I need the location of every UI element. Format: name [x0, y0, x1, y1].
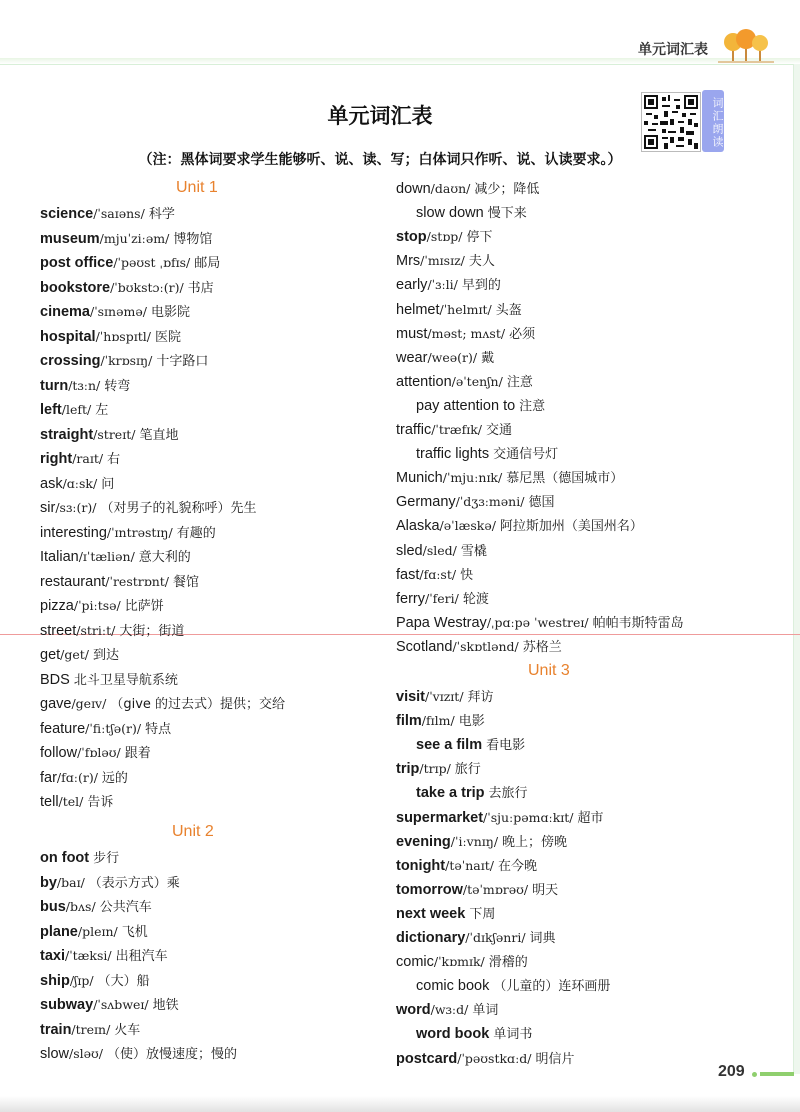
- vocab-phonetic: /mjuˈziːəm/: [99, 230, 170, 246]
- vocab-phonetic: /daʊn/: [430, 181, 471, 196]
- vocab-meaning: 看电影: [486, 738, 526, 754]
- vocab-meaning: 德国: [528, 495, 555, 511]
- vocab-word: word book: [416, 1026, 490, 1043]
- vocab-entry: [396, 952, 528, 972]
- vocab-word: hospital: [40, 328, 96, 345]
- vocab-entry: [396, 808, 604, 828]
- vocab-meaning: 餐馆: [173, 574, 200, 590]
- vocab-entry: [40, 645, 119, 665]
- vocab-meaning: 旅行: [454, 762, 481, 778]
- vocab-word: straight: [40, 426, 94, 443]
- vocab-word: interesting: [40, 524, 107, 541]
- vocab-entry: [396, 904, 495, 924]
- vocab-word: plane: [40, 923, 78, 940]
- vocab-phonetic: /ˈrestrɒnt/: [105, 573, 170, 589]
- vocab-word: sled: [396, 542, 423, 559]
- vocab-entry: [40, 995, 179, 1015]
- vocab-word: must: [396, 325, 428, 342]
- vocab-word: wear: [396, 349, 428, 366]
- vocab-entry: [396, 275, 501, 295]
- vocab-meaning: 明信片: [535, 1051, 575, 1067]
- vocabulary-note: （注：黑体词要求学生能够听、说、读、写；白体词只作听、说、认读要求。）: [138, 152, 622, 168]
- vocab-phonetic: /ˈtræfɪk/: [431, 422, 483, 437]
- vocab-word: right: [40, 451, 73, 467]
- vocab-entry: [40, 327, 181, 347]
- vocab-entry: [40, 547, 191, 567]
- qr-label-tab[interactable]: 词汇朗读: [702, 90, 724, 152]
- vocab-word: traffic lights: [416, 446, 490, 463]
- vocab-meaning: 出租汽车: [115, 949, 168, 964]
- vocab-word: fast: [396, 566, 420, 583]
- vocab-entry: [396, 687, 494, 707]
- vocab-phonetic: /bʌs/: [65, 899, 96, 914]
- vocab-meaning: 电影院: [150, 305, 190, 320]
- vocab-word: Mrs: [396, 253, 421, 270]
- vocab-word: tomorrow: [396, 881, 463, 898]
- vocab-meaning: 必须: [509, 326, 536, 342]
- vocab-word: feature: [40, 720, 86, 737]
- vocab-word: slow: [40, 1046, 70, 1062]
- vocab-entry: [396, 711, 485, 731]
- vocab-phonetic: /ˈmɪsɪz/: [420, 253, 465, 269]
- vocab-meaning: 早到的: [461, 278, 501, 294]
- vocab-word: traffic: [396, 422, 432, 438]
- vocab-entry: [40, 621, 184, 641]
- vocab-meaning: 有趣的: [176, 525, 216, 541]
- vocab-meaning: （give 的过去式）提供；交给: [110, 697, 286, 712]
- vocab-entry: [396, 613, 684, 633]
- vocab-meaning: 在今晚: [497, 858, 537, 874]
- vocab-word: comic book: [416, 978, 490, 995]
- vocab-word: science: [40, 206, 94, 222]
- vocab-word: left: [40, 402, 62, 418]
- vocab-phonetic: /baɪ/: [56, 874, 85, 890]
- vocab-word: bus: [40, 899, 66, 915]
- vocab-word: Alaska: [396, 518, 440, 535]
- vocab-meaning: 晚上；傍晚: [502, 834, 568, 850]
- vocab-word: post office: [40, 255, 114, 271]
- vocab-phonetic: /geɪv/: [71, 696, 107, 711]
- vocab-meaning: 慕尼黑（德国城市）: [506, 471, 624, 487]
- vocab-entry: [396, 565, 473, 585]
- page-number-bar: [760, 1072, 794, 1076]
- vocab-entry: [40, 719, 171, 739]
- vocab-word: tonight: [396, 857, 446, 874]
- vocab-entry: [40, 278, 214, 298]
- vocab-phonetic: /ɑːsk/: [62, 475, 98, 491]
- vocab-meaning: 拜访: [467, 690, 494, 705]
- vocab-word: taxi: [40, 948, 65, 964]
- vocab-entry: [396, 1000, 498, 1020]
- vocab-entry: [40, 946, 168, 966]
- vocab-phonetic: /əˈtenʃn/: [451, 373, 503, 389]
- vocab-meaning: 步行: [93, 851, 120, 866]
- vocab-phonetic: /fɑː(r)/: [56, 769, 98, 785]
- vocab-word: subway: [40, 997, 94, 1013]
- vocab-phonetic: /ˈsjuːpəmɑːkɪt/: [483, 809, 574, 825]
- vocab-word: Papa Westray: [396, 614, 487, 631]
- vocab-meaning: 电影: [458, 714, 485, 730]
- vocab-meaning: 问: [101, 476, 115, 492]
- vocab-entry: [40, 922, 148, 942]
- vocab-entry: [40, 425, 178, 445]
- header-title: 单元词汇表: [638, 42, 708, 58]
- vocab-entry: [396, 300, 522, 320]
- vocab-word: street: [40, 622, 77, 639]
- vocab-entry: [396, 928, 556, 948]
- vocab-phonetic: /get/: [60, 647, 90, 662]
- vocab-entry: [396, 251, 495, 271]
- vocab-phonetic: /ˈtæksi/: [65, 948, 112, 963]
- vocab-meaning: 夫人: [468, 254, 495, 270]
- vocab-word: pizza: [40, 598, 74, 614]
- vocab-word: postcard: [396, 1050, 458, 1067]
- vocab-meaning: 火车: [114, 1022, 141, 1038]
- vocab-word: visit: [396, 689, 426, 705]
- unit-3-heading: Unit 3: [528, 662, 570, 679]
- vocab-word: follow: [40, 745, 78, 761]
- vocab-phonetic: /ˌpɑːpə ˈwestreɪ/: [486, 614, 589, 630]
- vocab-word: by: [40, 874, 57, 891]
- vocab-entry: [396, 444, 558, 464]
- vocab-entry: [40, 229, 212, 249]
- vocab-phonetic: /ˈmjuːnɪk/: [442, 470, 503, 486]
- vocab-meaning: 慢下来: [487, 206, 527, 222]
- vocab-entry: [40, 848, 119, 868]
- vocab-meaning: 阿拉斯加州（美国州名）: [499, 519, 643, 535]
- vocab-word: cinema: [40, 304, 90, 320]
- vocab-meaning: 北斗卫星导航系统: [73, 672, 178, 688]
- vocab-word: dictionary: [396, 930, 466, 946]
- vocab-phonetic: /ˈsaɪəns/: [93, 206, 145, 221]
- vocab-word: next week: [396, 905, 466, 922]
- vocab-word: tell: [40, 794, 59, 810]
- vocab-entry: [396, 227, 493, 247]
- vocab-meaning: 转弯: [104, 378, 131, 394]
- vocab-entry: [396, 637, 562, 657]
- vocab-entry: [396, 856, 537, 876]
- vocab-word: take a trip: [416, 785, 485, 802]
- vocab-entry: [396, 1024, 532, 1044]
- vocab-phonetic: /ˈbʊkstɔː(r)/: [110, 279, 184, 295]
- vocab-word: helmet: [396, 301, 440, 318]
- vocab-phonetic: /ˈsɪnəmə/: [89, 304, 147, 319]
- unit-2-heading: Unit 2: [172, 823, 214, 840]
- vocab-meaning: 特点: [145, 721, 172, 737]
- vocab-phonetic: /ˈpəʊst ˌɒfɪs/: [113, 255, 191, 270]
- vocab-meaning: 大街；街道: [119, 623, 185, 639]
- vocab-entry: [396, 735, 525, 755]
- vocab-phonetic: /ˈskɒtlənd/: [452, 638, 519, 654]
- header-divider: [0, 64, 800, 65]
- vocab-entry: [396, 420, 512, 440]
- vocab-phonetic: /təˈmɒrəʊ/: [462, 881, 529, 897]
- vocab-phonetic: /ˈhelmɪt/: [439, 301, 492, 317]
- vocab-word: see a film: [416, 737, 483, 754]
- vocab-phonetic: /wɜːd/: [430, 1002, 469, 1018]
- page-number-dot: [752, 1072, 757, 1077]
- vocab-entry: [396, 516, 643, 536]
- vocab-meaning: 笔直地: [139, 427, 179, 443]
- vocab-word: gave: [40, 696, 72, 712]
- vocab-word: BDS: [40, 671, 70, 688]
- vocab-phonetic: /əˈlæskə/: [439, 518, 496, 534]
- vocab-entry: [40, 694, 285, 714]
- vocab-meaning: 右: [107, 452, 121, 467]
- vocab-meaning: 滑稽的: [488, 955, 528, 971]
- vocab-entry: [40, 204, 175, 224]
- vocab-phonetic: /ˈkɒmɪk/: [433, 954, 485, 970]
- vocab-word: restaurant: [40, 573, 106, 590]
- vocab-entry: [40, 743, 151, 763]
- vocab-word: crossing: [40, 353, 101, 369]
- vocab-meaning: 飞机: [121, 924, 148, 940]
- vocab-word: word: [396, 1002, 431, 1019]
- vocab-entry: [40, 400, 108, 420]
- vocab-entry: [396, 1049, 575, 1069]
- vocab-phonetic: /ˈvɪzɪt/: [425, 689, 464, 704]
- vocab-meaning: 远的: [101, 770, 128, 786]
- vocab-meaning: 注意: [506, 374, 533, 390]
- vocab-phonetic: /fɑːst/: [419, 566, 457, 582]
- vocab-phonetic: /sləʊ/: [69, 1046, 103, 1061]
- vocab-phonetic: /ˈɪntrəstɪŋ/: [106, 524, 173, 540]
- vocab-phonetic: /ˈsʌbweɪ/: [93, 997, 149, 1012]
- vocab-entry: [396, 832, 567, 852]
- vocab-phonetic: /ˈpəʊstkɑːd/: [457, 1050, 532, 1066]
- vocab-phonetic: /treɪn/: [71, 1021, 111, 1037]
- vocab-meaning: 注意: [519, 398, 546, 414]
- vocab-entry: [40, 596, 164, 616]
- vocab-entry: [396, 396, 545, 416]
- vocab-entry: [40, 1020, 140, 1040]
- vocab-word: far: [40, 769, 57, 786]
- vocab-entry: [40, 897, 152, 917]
- vocab-meaning: 快: [460, 567, 474, 583]
- vocab-entry: [40, 971, 150, 991]
- vocab-word: supermarket: [396, 809, 484, 826]
- vocab-entry: [40, 351, 208, 371]
- vocab-meaning: 去旅行: [488, 786, 528, 802]
- vocab-meaning: 左: [95, 403, 109, 418]
- vocab-word: sir: [40, 500, 56, 516]
- vocab-word: train: [40, 1021, 72, 1038]
- vocab-word: stop: [396, 229, 427, 246]
- vocab-phonetic: /ˈkrɒsɪŋ/: [100, 353, 153, 368]
- vocab-word: turn: [40, 377, 69, 394]
- vocab-meaning: （大）船: [97, 973, 150, 989]
- vocab-meaning: 帕帕韦斯特雷岛: [592, 615, 684, 631]
- vocab-word: ship: [40, 972, 70, 989]
- vocab-entry: [396, 783, 528, 803]
- vocab-word: Germany: [396, 494, 456, 511]
- vocab-meaning: 交通信号灯: [493, 447, 559, 463]
- vocab-entry: [396, 468, 623, 488]
- vocab-phonetic: /ˈferi/: [425, 590, 459, 606]
- vocab-word: museum: [40, 230, 100, 247]
- vocab-meaning: 交通: [486, 423, 513, 438]
- vocab-meaning: 告诉: [87, 795, 114, 810]
- vocab-word: on foot: [40, 850, 90, 866]
- vocab-entry: [396, 589, 489, 609]
- vocab-phonetic: /ˈdʒɜːməni/: [455, 494, 525, 510]
- vocab-meaning: 超市: [577, 810, 604, 826]
- vocab-word: pay attention to: [416, 397, 516, 414]
- vocab-phonetic: /trɪp/: [419, 761, 451, 777]
- vocab-meaning: 下周: [469, 906, 496, 922]
- vocab-phonetic: /fɪlm/: [421, 713, 455, 729]
- vocab-meaning: 单词: [472, 1003, 499, 1019]
- vocab-phonetic: /təˈnaɪt/: [445, 857, 494, 873]
- vocab-meaning: （对男子的礼貌称呼）先生: [100, 501, 257, 516]
- vocab-phonetic: /ˈhɒspɪtl/: [95, 328, 151, 344]
- unit-1-heading: Unit 1: [176, 179, 218, 196]
- vocab-entry: [396, 203, 527, 223]
- qr-code-icon[interactable]: [641, 92, 701, 152]
- vocab-meaning: 科学: [148, 207, 175, 222]
- vocab-word: Munich: [396, 470, 443, 487]
- vocab-meaning: 轮渡: [462, 591, 489, 607]
- vocab-word: slow down: [416, 205, 484, 222]
- vocab-meaning: （使）放慢速度；慢的: [107, 1047, 238, 1062]
- vocab-phonetic: /weə(r)/: [427, 349, 478, 365]
- vocab-word: early: [396, 277, 428, 294]
- vocab-meaning: 比萨饼: [124, 599, 164, 614]
- vocab-phonetic: /məst; mʌst/: [427, 325, 506, 341]
- vocab-phonetic: /ɪˈtæliən/: [78, 549, 135, 564]
- vocab-phonetic: /sled/: [422, 542, 457, 558]
- vocab-meaning: 明天: [532, 882, 559, 898]
- vocab-entry: [396, 372, 533, 392]
- vocab-phonetic: /stɒp/: [426, 229, 463, 245]
- vocab-word: ask: [40, 475, 63, 492]
- vocab-word: ferry: [396, 590, 425, 607]
- vocab-phonetic: /ˈdɪkʃənri/: [465, 930, 526, 945]
- vocab-phonetic: /raɪt/: [72, 451, 104, 466]
- vocab-meaning: 邮局: [194, 256, 221, 271]
- vocab-meaning: 意大利的: [138, 550, 191, 565]
- vocab-phonetic: /left/: [61, 402, 92, 417]
- vocab-entry: [40, 498, 256, 518]
- vocab-entry: [40, 302, 190, 322]
- vocab-entry: [40, 768, 128, 788]
- vocab-word: evening: [396, 833, 451, 850]
- vocab-entry: [40, 670, 178, 690]
- vocab-phonetic: /striːt/: [76, 622, 116, 638]
- vocab-meaning: 跟着: [124, 746, 151, 761]
- vocab-phonetic: /sɜː(r)/: [55, 500, 97, 515]
- vocab-meaning: 十字路口: [156, 354, 209, 369]
- vocab-meaning: （表示方式）乘: [88, 875, 180, 891]
- vocab-entry: [396, 179, 539, 199]
- vocab-meaning: 词典: [529, 931, 556, 946]
- vocab-phonetic: /ˈpiːtsə/: [73, 598, 121, 613]
- vocab-word: down: [396, 181, 431, 197]
- vocab-meaning: 到达: [93, 648, 120, 663]
- vocab-meaning: 雪橇: [460, 543, 487, 559]
- vocab-entry: [396, 880, 558, 900]
- vocab-word: trip: [396, 761, 420, 778]
- vocab-entry: [40, 449, 120, 469]
- vocab-entry: [40, 1044, 237, 1064]
- vocab-phonetic: /tɜːn/: [68, 377, 101, 393]
- vocab-entry: [40, 376, 130, 396]
- vocab-entry: [40, 253, 220, 273]
- vocab-entry: [396, 324, 535, 344]
- vocab-entry: [396, 348, 494, 368]
- vocab-phonetic: /ˈfɒləʊ/: [77, 745, 121, 760]
- vocab-entry: [396, 976, 610, 996]
- vocab-entry: [396, 759, 481, 779]
- vocab-phonetic: /pleɪn/: [77, 923, 118, 939]
- vocab-meaning: 头盔: [495, 302, 522, 318]
- vocab-word: bookstore: [40, 279, 111, 296]
- vocab-meaning: 公共汽车: [99, 900, 152, 915]
- vocab-meaning: 博物馆: [173, 231, 213, 247]
- vocab-phonetic: /ˈɜːli/: [427, 277, 458, 293]
- vocab-entry: [40, 873, 180, 893]
- page-title: 单元词汇表: [327, 104, 433, 128]
- vocab-meaning: 书店: [187, 280, 214, 296]
- tree-icon: [718, 28, 774, 64]
- vocab-meaning: 单词书: [493, 1027, 533, 1043]
- page-bottom-shadow: [0, 1096, 800, 1112]
- vocab-word: comic: [396, 954, 434, 971]
- vocab-meaning: 停下: [466, 230, 493, 246]
- vocab-entry: [396, 492, 554, 512]
- vocab-phonetic: /ʃɪp/: [69, 972, 94, 988]
- vocab-entry: [40, 572, 199, 592]
- vocab-word: film: [396, 713, 422, 730]
- vocab-word: Scotland: [396, 638, 453, 655]
- vocab-meaning: 地铁: [152, 998, 179, 1013]
- vocab-meaning: 医院: [154, 329, 181, 345]
- vocab-phonetic: /ˈiːvnɪŋ/: [450, 833, 499, 849]
- vocab-meaning: 戴: [481, 350, 495, 366]
- vocab-meaning: 苏格兰: [522, 639, 562, 655]
- vocab-entry: [396, 541, 487, 561]
- vocab-entry: [40, 474, 114, 494]
- vocab-meaning: 减少；降低: [474, 182, 540, 197]
- vocab-entry: [40, 523, 216, 543]
- vocab-phonetic: /streɪt/: [93, 426, 136, 442]
- vocab-meaning: （儿童的）连环画册: [493, 979, 611, 995]
- vocab-entry: [40, 792, 113, 812]
- vocab-word: Italian: [40, 549, 79, 565]
- vocab-phonetic: /tel/: [58, 794, 84, 809]
- vocab-phonetic: /ˈfiːtʃə(r)/: [85, 720, 142, 736]
- vocab-word: get: [40, 647, 61, 663]
- page-number: 209: [718, 1063, 745, 1080]
- page-edge: [793, 64, 800, 1074]
- vocab-word: attention: [396, 373, 452, 390]
